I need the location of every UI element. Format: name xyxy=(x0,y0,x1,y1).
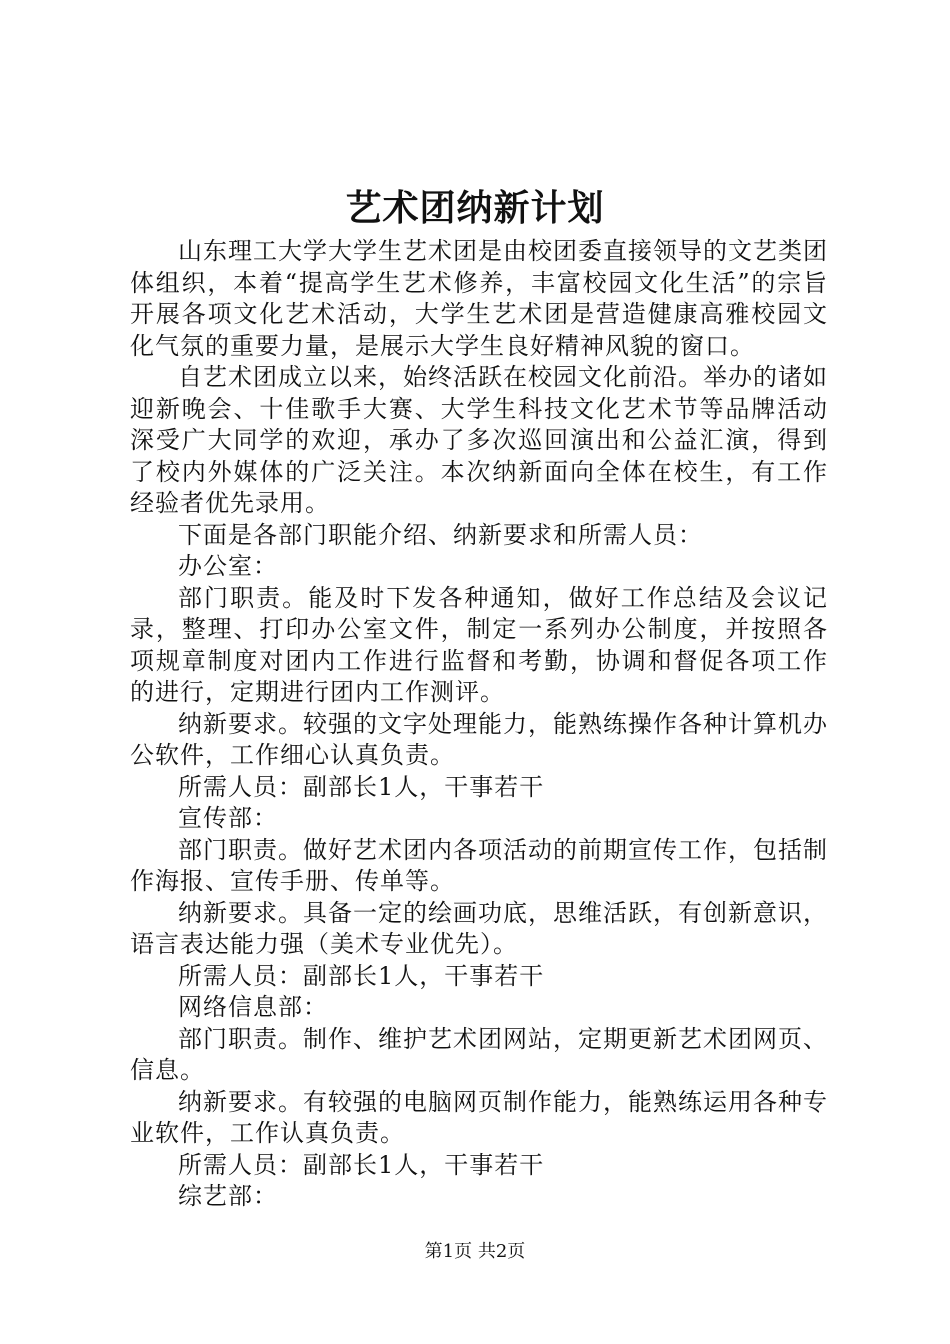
paragraph-publicity-staff: 所需人员：副部长1人，干事若干 xyxy=(178,961,545,990)
paragraph-network-staff: 所需人员：副部长1人，干事若干 xyxy=(178,1150,545,1179)
section-heading-variety: 综艺部： xyxy=(178,1182,278,1210)
section-heading-network: 网络信息部： xyxy=(178,993,328,1021)
paragraph-office-staff: 所需人员：副部长1人，干事若干 xyxy=(178,772,545,801)
paragraph-office-requirements: 纳新要求。较强的文字处理能力，能熟练操作各种计算机办公软件，工作细心认真负责。 xyxy=(130,709,828,769)
paragraph-history: 自艺术团成立以来，始终活跃在校园文化前沿。举办的诸如迎新晚会、十佳歌手大赛、大学生科技文化艺术节等品牌活动深受广大同学的欢迎，承办了多次巡回演出和公益汇演，得到了校内外媒体的广泛关注。本次纳新面向全体在校生，有工作经验者优先录用。 xyxy=(130,363,828,517)
paragraph-network-duties: 部门职责。制作、维护艺术团网站，定期更新艺术团网页、信息。 xyxy=(130,1024,828,1084)
paragraph-intro: 山东理工大学大学生艺术团是由校团委直接领导的文艺类团体组织，本着“提高学生艺术修养，丰富校园文化生活”的宗旨开展各项文化艺术活动，大学生艺术团是营造健康高雅校园文化气氛的重要力量，是展示大学生良好精神风貌的窗口。 xyxy=(130,237,828,360)
paragraph-office-duties: 部门职责。能及时下发各种通知，做好工作总结及会议记录，整理、打印办公室文件，制定一系列办公制度，并按照各项规章制度对团内工作进行监督和考勤，协调和督促各项工作的进行，定期进行团内工作测评。 xyxy=(130,583,828,706)
paragraph-departments-intro: 下面是各部门职能介绍、纳新要求和所需人员： xyxy=(178,520,703,549)
page-title: 艺术团纳新计划 xyxy=(345,187,605,229)
paragraph-network-requirements: 纳新要求。有较强的电脑网页制作能力，能熟练运用各种专业软件，工作认真负责。 xyxy=(130,1087,828,1147)
section-heading-office: 办公室： xyxy=(178,552,278,580)
paragraph-publicity-requirements: 纳新要求。具备一定的绘画功底，思维活跃，有创新意识，语言表达能力强（美术专业优先）。 xyxy=(130,898,828,958)
page-number-footer: 第1页 共2页 xyxy=(424,1241,526,1262)
section-heading-publicity: 宣传部： xyxy=(178,804,278,832)
document-body xyxy=(130,236,828,1213)
paragraph-publicity-duties: 部门职责。做好艺术团内各项活动的前期宣传工作，包括制作海报、宣传手册、传单等。 xyxy=(130,835,828,895)
